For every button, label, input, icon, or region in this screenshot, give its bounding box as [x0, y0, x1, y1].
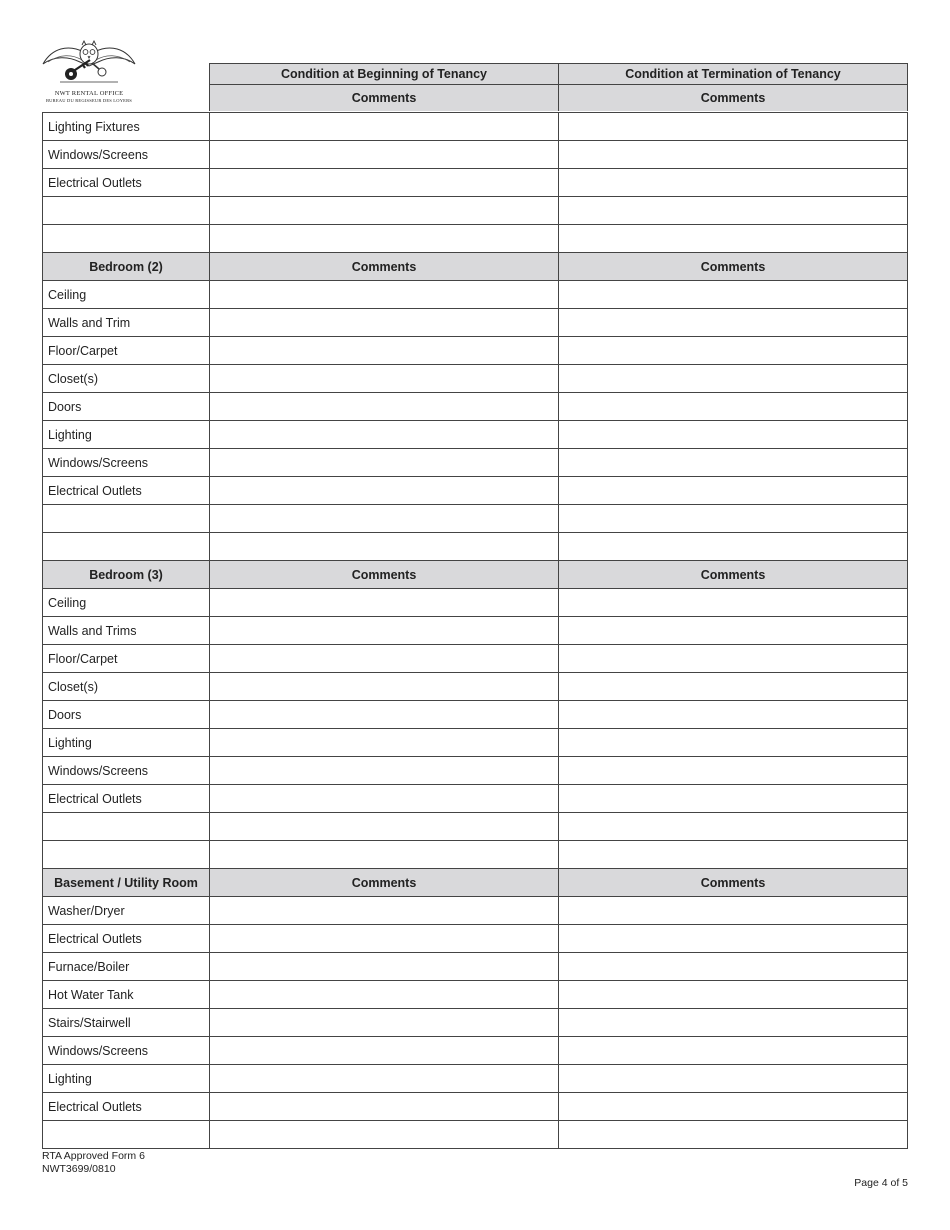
comments-header: Comments [559, 253, 908, 281]
rental-office-logo [40, 38, 138, 108]
item-label: Electrical Outlets [43, 477, 210, 505]
comment-cell-beginning[interactable] [210, 449, 559, 477]
table-row [43, 393, 908, 421]
table-row [43, 645, 908, 673]
item-label: Stairs/Stairwell [43, 1009, 210, 1037]
table-row [43, 813, 908, 841]
comment-cell-beginning[interactable] [210, 365, 559, 393]
section-title: Bedroom (2) [43, 253, 210, 281]
comment-cell-beginning[interactable] [210, 1037, 559, 1065]
comment-cell-termination[interactable] [559, 925, 908, 953]
comment-cell-beginning[interactable] [210, 113, 559, 141]
comment-cell-termination[interactable] [559, 141, 908, 169]
item-label[interactable] [43, 197, 210, 225]
table-row [43, 365, 908, 393]
table-row [43, 729, 908, 757]
section-header-bedroom-3 [43, 561, 908, 589]
table-row [43, 197, 908, 225]
table-row [43, 1121, 908, 1149]
comment-cell-beginning[interactable] [210, 393, 559, 421]
item-label: Closet(s) [43, 673, 210, 701]
comment-cell-beginning[interactable] [210, 1009, 559, 1037]
table-row [43, 981, 908, 1009]
comment-cell-termination[interactable] [559, 1093, 908, 1121]
comment-cell-termination[interactable] [559, 981, 908, 1009]
table-row [43, 113, 908, 141]
comments-header: Comments [210, 561, 559, 589]
comment-cell-termination[interactable] [559, 197, 908, 225]
comment-cell-beginning[interactable] [210, 617, 559, 645]
comment-cell-beginning[interactable] [210, 421, 559, 449]
item-label: Ceiling [43, 589, 210, 617]
comment-cell-termination[interactable] [559, 841, 908, 869]
comment-cell-beginning[interactable] [210, 673, 559, 701]
comments-header: Comments [210, 85, 559, 112]
item-label[interactable] [43, 225, 210, 253]
page-number: Page 4 of 5 [854, 1177, 908, 1189]
comment-cell-beginning[interactable] [210, 981, 559, 1009]
comment-cell-termination[interactable] [559, 113, 908, 141]
comment-cell-beginning[interactable] [210, 785, 559, 813]
comments-header: Comments [210, 253, 559, 281]
form-name: RTA Approved Form 6 [42, 1150, 145, 1162]
termination-header: Condition at Termination of Tenancy [558, 64, 907, 85]
comments-header: Comments [210, 869, 559, 897]
comment-cell-beginning[interactable] [210, 337, 559, 365]
table-row [43, 141, 908, 169]
table-row [43, 533, 908, 561]
comment-cell-beginning[interactable] [210, 1121, 559, 1149]
comment-cell-termination[interactable] [559, 1037, 908, 1065]
org-name-fr: BUREAU DU REGISSEUR DES LOYERS [45, 98, 132, 103]
item-label: Lighting Fixtures [43, 113, 210, 141]
comment-cell-termination[interactable] [559, 617, 908, 645]
comment-cell-beginning[interactable] [210, 897, 559, 925]
comment-cell-beginning[interactable] [210, 169, 559, 197]
item-label: Doors [43, 701, 210, 729]
item-label: Lighting [43, 421, 210, 449]
item-label: Electrical Outlets [43, 169, 210, 197]
comment-cell-beginning[interactable] [210, 841, 559, 869]
item-label: Windows/Screens [43, 1037, 210, 1065]
item-label: Furnace/Boiler [43, 953, 210, 981]
item-label: Washer/Dryer [43, 897, 210, 925]
comment-cell-termination[interactable] [559, 673, 908, 701]
comment-cell-beginning[interactable] [210, 281, 559, 309]
comment-cell-termination[interactable] [559, 701, 908, 729]
table-row [43, 785, 908, 813]
item-label[interactable] [43, 1121, 210, 1149]
comment-cell-termination[interactable] [559, 757, 908, 785]
comment-cell-termination[interactable] [559, 645, 908, 673]
table-row [43, 617, 908, 645]
item-label: Electrical Outlets [43, 925, 210, 953]
item-label: Doors [43, 393, 210, 421]
comment-cell-beginning[interactable] [210, 533, 559, 561]
table-row [43, 1009, 908, 1037]
item-label: Walls and Trims [43, 617, 210, 645]
item-label: Closet(s) [43, 365, 210, 393]
comment-cell-termination[interactable] [559, 281, 908, 309]
comment-cell-beginning[interactable] [210, 1093, 559, 1121]
form-code: NWT3699/0810 [42, 1163, 116, 1175]
owl-key-emblem-icon [40, 38, 138, 90]
table-row [43, 337, 908, 365]
item-label: Electrical Outlets [43, 785, 210, 813]
comment-cell-beginning[interactable] [210, 477, 559, 505]
table-row [43, 757, 908, 785]
item-label[interactable] [43, 505, 210, 533]
comment-cell-termination[interactable] [559, 477, 908, 505]
comment-cell-termination[interactable] [559, 785, 908, 813]
comment-cell-beginning[interactable] [210, 729, 559, 757]
comments-header: Comments [558, 85, 907, 112]
table-row [43, 281, 908, 309]
table-row [43, 1093, 908, 1121]
comment-cell-beginning[interactable] [210, 197, 559, 225]
comment-cell-termination[interactable] [559, 1009, 908, 1037]
comment-cell-beginning[interactable] [210, 309, 559, 337]
comment-cell-beginning[interactable] [210, 757, 559, 785]
section-title: Basement / Utility Room [43, 869, 210, 897]
item-label: Ceiling [43, 281, 210, 309]
table-row [43, 477, 908, 505]
comment-cell-beginning[interactable] [210, 1065, 559, 1093]
item-label: Windows/Screens [43, 141, 210, 169]
comment-cell-termination[interactable] [559, 813, 908, 841]
form-footer [42, 1150, 145, 1176]
section-title: Bedroom (3) [43, 561, 210, 589]
item-label: Floor/Carpet [43, 645, 210, 673]
table-row [43, 505, 908, 533]
table-row [43, 1037, 908, 1065]
comment-cell-beginning[interactable] [210, 925, 559, 953]
item-label: Floor/Carpet [43, 337, 210, 365]
comment-cell-beginning[interactable] [210, 953, 559, 981]
comment-cell-termination[interactable] [559, 1065, 908, 1093]
comment-cell-termination[interactable] [559, 505, 908, 533]
comment-cell-termination[interactable] [559, 533, 908, 561]
comment-cell-termination[interactable] [559, 365, 908, 393]
comment-cell-beginning[interactable] [210, 701, 559, 729]
table-row [43, 225, 908, 253]
table-row [43, 701, 908, 729]
table-row [43, 841, 908, 869]
table-row [43, 925, 908, 953]
table-row [43, 897, 908, 925]
table-row [43, 421, 908, 449]
section-header-bedroom-2 [43, 253, 908, 281]
comment-cell-termination[interactable] [559, 729, 908, 757]
table-row [43, 1065, 908, 1093]
item-label[interactable] [43, 533, 210, 561]
comment-cell-termination[interactable] [559, 953, 908, 981]
comment-cell-beginning[interactable] [210, 589, 559, 617]
comments-header: Comments [559, 869, 908, 897]
comment-cell-termination[interactable] [559, 169, 908, 197]
table-row [43, 953, 908, 981]
section-header-basement [43, 869, 908, 897]
comment-cell-beginning[interactable] [210, 225, 559, 253]
item-label: Hot Water Tank [43, 981, 210, 1009]
comment-cell-termination[interactable] [559, 225, 908, 253]
org-name: NWT RENTAL OFFICE [54, 90, 124, 97]
comment-cell-beginning[interactable] [210, 505, 559, 533]
comment-cell-beginning[interactable] [210, 645, 559, 673]
item-label: Walls and Trim [43, 309, 210, 337]
table-row [43, 169, 908, 197]
comment-cell-termination[interactable] [559, 449, 908, 477]
table-row [43, 449, 908, 477]
comment-cell-termination[interactable] [559, 337, 908, 365]
item-label: Electrical Outlets [43, 1093, 210, 1121]
comment-cell-beginning[interactable] [210, 141, 559, 169]
table-row [43, 673, 908, 701]
beginning-header: Condition at Beginning of Tenancy [210, 64, 559, 85]
item-label: Lighting [43, 1065, 210, 1093]
comment-cell-termination[interactable] [559, 589, 908, 617]
inspection-table [42, 112, 908, 1149]
comments-header: Comments [559, 561, 908, 589]
comment-cell-termination[interactable] [559, 393, 908, 421]
table-row [43, 589, 908, 617]
tenancy-header [209, 63, 908, 111]
comment-cell-termination[interactable] [559, 309, 908, 337]
comment-cell-termination[interactable] [559, 897, 908, 925]
item-label[interactable] [43, 813, 210, 841]
table-row [43, 309, 908, 337]
item-label: Lighting [43, 729, 210, 757]
item-label: Windows/Screens [43, 757, 210, 785]
comment-cell-termination[interactable] [559, 421, 908, 449]
item-label[interactable] [43, 841, 210, 869]
comment-cell-termination[interactable] [559, 1121, 908, 1149]
item-label: Windows/Screens [43, 449, 210, 477]
comment-cell-beginning[interactable] [210, 813, 559, 841]
